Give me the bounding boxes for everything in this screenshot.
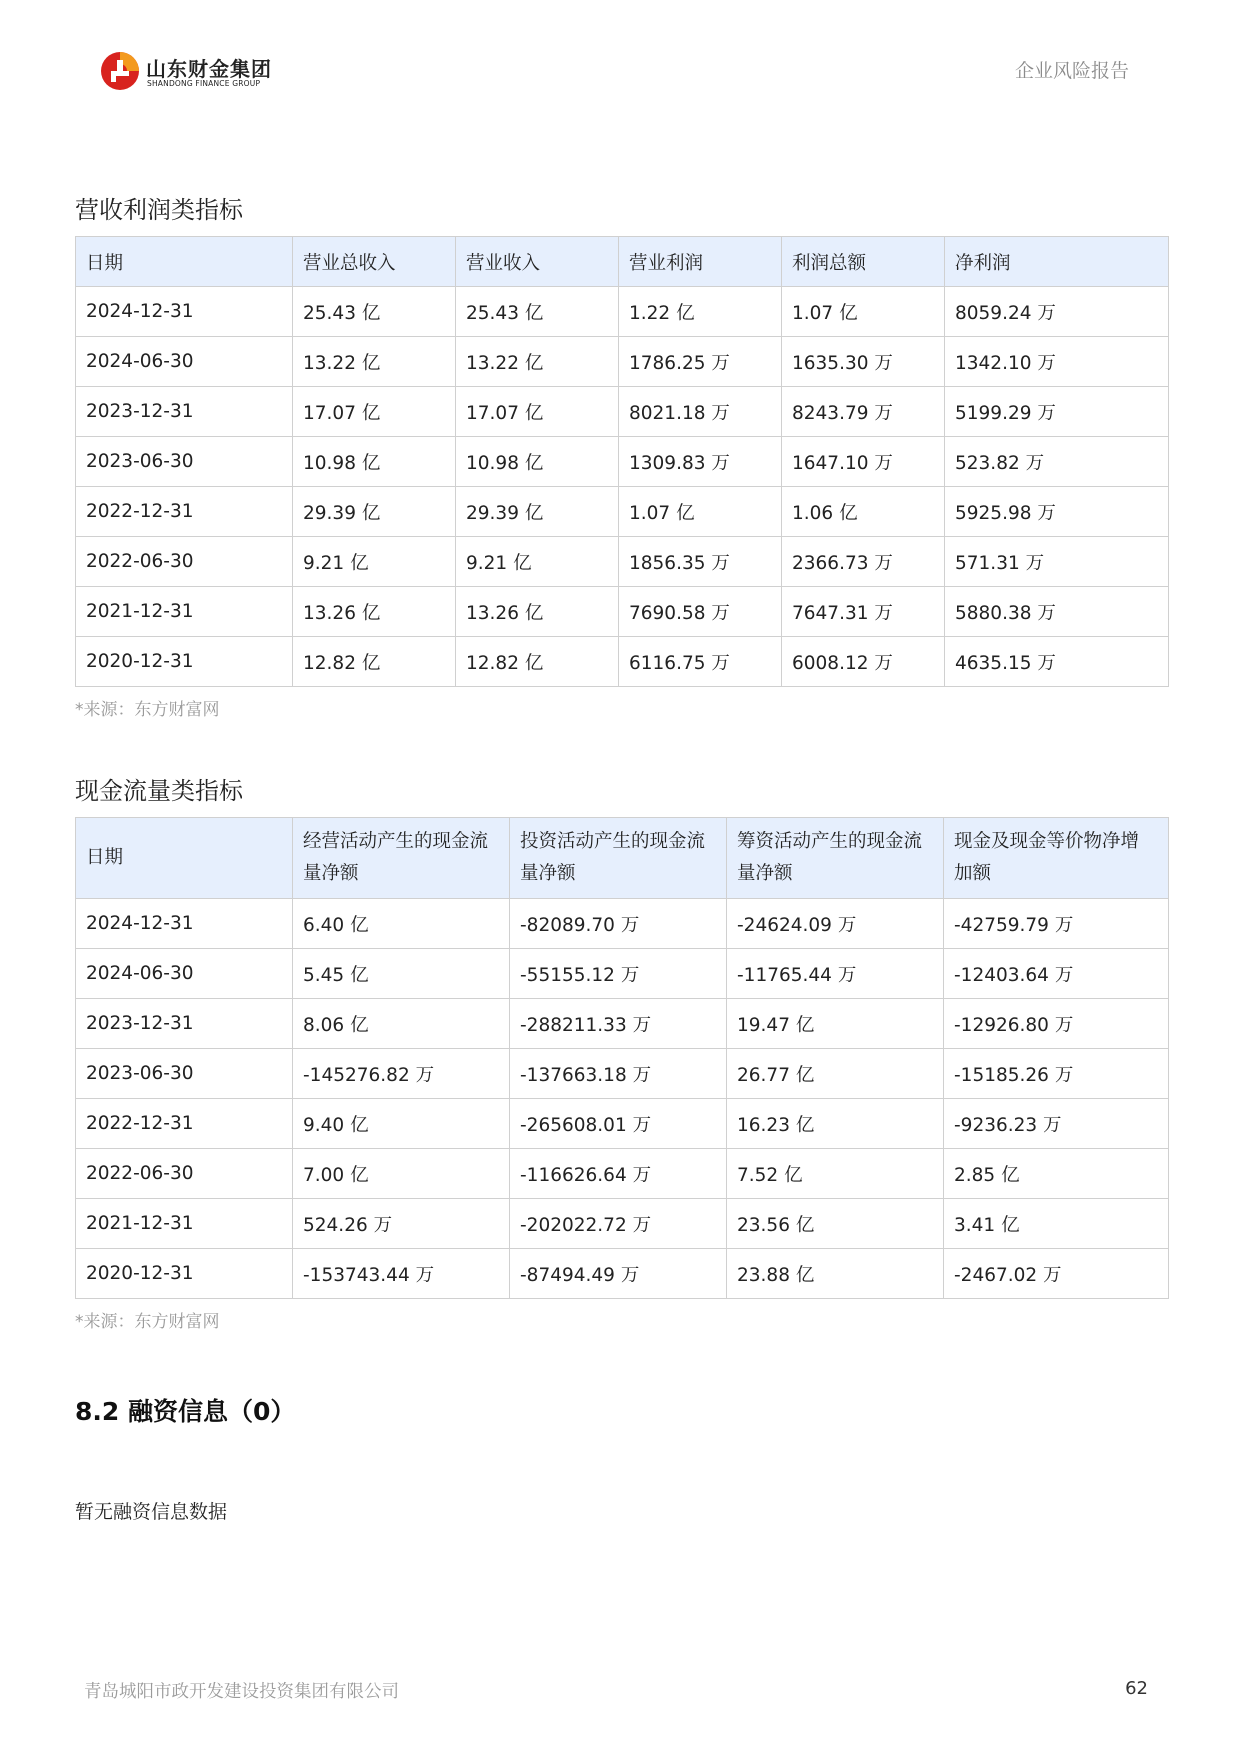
date-cell: 2024-06-30 xyxy=(76,949,293,999)
table-row xyxy=(76,1099,1169,1149)
value-cell: -12403.64 万 xyxy=(944,949,1169,999)
financing-heading: 8.2 融资信息（0） xyxy=(75,1397,296,1426)
value-cell: 4635.15 万 xyxy=(945,637,1169,687)
table-row xyxy=(76,387,1169,437)
profit-source-note: *来源：东方财富网 xyxy=(75,700,220,720)
table-row xyxy=(76,637,1169,687)
value-cell: 6008.12 万 xyxy=(782,637,945,687)
value-cell: -42759.79 万 xyxy=(944,899,1169,949)
page-number: 62 xyxy=(1125,1678,1148,1699)
value-cell: 523.82 万 xyxy=(945,437,1169,487)
value-cell: 1.22 亿 xyxy=(619,287,782,337)
value-cell: 12.82 亿 xyxy=(293,637,456,687)
date-cell: 2021-12-31 xyxy=(76,587,293,637)
value-cell: 5.45 亿 xyxy=(293,949,510,999)
column-header-text: 投资活动产生的现金流 xyxy=(520,831,706,852)
value-cell: 1786.25 万 xyxy=(619,337,782,387)
column-header-text: 经营活动产生的现金流 xyxy=(303,831,489,852)
value-cell: 6116.75 万 xyxy=(619,637,782,687)
column-header-text: 日期 xyxy=(86,252,124,274)
column-header-text: 日期 xyxy=(86,847,124,868)
column-header-text: 利润总额 xyxy=(792,252,867,274)
value-cell: 571.31 万 xyxy=(945,537,1169,587)
table-row xyxy=(76,537,1169,587)
value-cell: 23.88 亿 xyxy=(727,1249,944,1299)
value-cell: -11765.44 万 xyxy=(727,949,944,999)
value-cell: 9.40 亿 xyxy=(293,1099,510,1149)
value-cell: 12.82 亿 xyxy=(456,637,619,687)
profit-section-title: 营收利润类指标 xyxy=(75,196,243,224)
value-cell: 19.47 亿 xyxy=(727,999,944,1049)
table-row xyxy=(76,437,1169,487)
value-cell: 16.23 亿 xyxy=(727,1099,944,1149)
value-cell: 8059.24 万 xyxy=(945,287,1169,337)
value-cell: 13.22 亿 xyxy=(293,337,456,387)
value-cell: -153743.44 万 xyxy=(293,1249,510,1299)
column-header xyxy=(76,237,293,287)
table-row xyxy=(76,1249,1169,1299)
column-header-text: 加额 xyxy=(954,863,992,884)
logo-emblem-icon xyxy=(100,51,140,91)
value-cell: 10.98 亿 xyxy=(293,437,456,487)
value-cell: 25.43 亿 xyxy=(293,287,456,337)
value-cell: 1.07 亿 xyxy=(782,287,945,337)
value-cell: -15185.26 万 xyxy=(944,1049,1169,1099)
value-cell: -137663.18 万 xyxy=(510,1049,727,1099)
value-cell: 5199.29 万 xyxy=(945,387,1169,437)
table-row xyxy=(76,949,1169,999)
value-cell: 2366.73 万 xyxy=(782,537,945,587)
value-cell: -202022.72 万 xyxy=(510,1199,727,1249)
value-cell: -2467.02 万 xyxy=(944,1249,1169,1299)
value-cell: -9236.23 万 xyxy=(944,1099,1169,1149)
date-cell: 2021-12-31 xyxy=(76,1199,293,1249)
value-cell: 1.07 亿 xyxy=(619,487,782,537)
column-header-text: 筹资活动产生的现金流 xyxy=(737,831,923,852)
value-cell: 8021.18 万 xyxy=(619,387,782,437)
value-cell: 1342.10 万 xyxy=(945,337,1169,387)
column-header-text: 营业收入 xyxy=(466,252,541,274)
value-cell: 5880.38 万 xyxy=(945,587,1169,637)
value-cell: 29.39 亿 xyxy=(293,487,456,537)
value-cell: 1647.10 万 xyxy=(782,437,945,487)
value-cell: 6.40 亿 xyxy=(293,899,510,949)
value-cell: -82089.70 万 xyxy=(510,899,727,949)
date-cell: 2024-12-31 xyxy=(76,899,293,949)
report-type-label: 企业风险报告 xyxy=(1014,60,1129,82)
footer-company-name: 青岛城阳市政开发建设投资集团有限公司 xyxy=(84,1682,399,1702)
value-cell: 7690.58 万 xyxy=(619,587,782,637)
value-cell: 8243.79 万 xyxy=(782,387,945,437)
value-cell: -288211.33 万 xyxy=(510,999,727,1049)
date-cell: 2023-06-30 xyxy=(76,1049,293,1099)
column-header xyxy=(456,237,619,287)
column-header-text: 量净额 xyxy=(520,863,576,884)
table-row xyxy=(76,1049,1169,1099)
date-cell: 2020-12-31 xyxy=(76,637,293,687)
value-cell: 17.07 亿 xyxy=(456,387,619,437)
value-cell: 7647.31 万 xyxy=(782,587,945,637)
column-header xyxy=(293,818,510,899)
table-row xyxy=(76,1199,1169,1249)
table-row xyxy=(76,587,1169,637)
value-cell: 25.43 亿 xyxy=(456,287,619,337)
value-cell: 10.98 亿 xyxy=(456,437,619,487)
value-cell: 1.06 亿 xyxy=(782,487,945,537)
value-cell: 7.00 亿 xyxy=(293,1149,510,1199)
value-cell: 524.26 万 xyxy=(293,1199,510,1249)
column-header xyxy=(76,818,293,899)
logo-en-text: SHANDONG FINANCE GROUP xyxy=(147,79,261,88)
value-cell: 1309.83 万 xyxy=(619,437,782,487)
date-cell: 2023-06-30 xyxy=(76,437,293,487)
value-cell: -87494.49 万 xyxy=(510,1249,727,1299)
value-cell: 13.22 亿 xyxy=(456,337,619,387)
value-cell: -265608.01 万 xyxy=(510,1099,727,1149)
value-cell: 3.41 亿 xyxy=(944,1199,1169,1249)
value-cell: 9.21 亿 xyxy=(456,537,619,587)
date-cell: 2023-12-31 xyxy=(76,387,293,437)
value-cell: 13.26 亿 xyxy=(293,587,456,637)
date-cell: 2022-06-30 xyxy=(76,1149,293,1199)
date-cell: 2020-12-31 xyxy=(76,1249,293,1299)
column-header xyxy=(619,237,782,287)
column-header-text: 现金及现金等价物净增 xyxy=(954,831,1140,852)
cashflow-section-title: 现金流量类指标 xyxy=(75,777,243,805)
column-header xyxy=(945,237,1169,287)
financing-empty-text: 暂无融资信息数据 xyxy=(75,1501,228,1523)
value-cell: 5925.98 万 xyxy=(945,487,1169,537)
value-cell: 2.85 亿 xyxy=(944,1149,1169,1199)
cashflow-source-note: *来源：东方财富网 xyxy=(75,1312,220,1332)
column-header xyxy=(510,818,727,899)
cashflow-table xyxy=(75,817,1169,1299)
table-row xyxy=(76,337,1169,387)
column-header xyxy=(293,237,456,287)
column-header-text: 量净额 xyxy=(737,863,793,884)
column-header-text: 营业利润 xyxy=(629,252,704,274)
table-row xyxy=(76,899,1169,949)
column-header-text: 量净额 xyxy=(303,863,359,884)
value-cell: 23.56 亿 xyxy=(727,1199,944,1249)
value-cell: 29.39 亿 xyxy=(456,487,619,537)
value-cell: -55155.12 万 xyxy=(510,949,727,999)
value-cell: 1856.35 万 xyxy=(619,537,782,587)
date-cell: 2022-12-31 xyxy=(76,487,293,537)
table-row xyxy=(76,487,1169,537)
value-cell: 13.26 亿 xyxy=(456,587,619,637)
value-cell: 8.06 亿 xyxy=(293,999,510,1049)
value-cell: -12926.80 万 xyxy=(944,999,1169,1049)
table-header-row xyxy=(76,237,1169,287)
column-header xyxy=(782,237,945,287)
date-cell: 2022-12-31 xyxy=(76,1099,293,1149)
value-cell: 7.52 亿 xyxy=(727,1149,944,1199)
table-row xyxy=(76,287,1169,337)
value-cell: -116626.64 万 xyxy=(510,1149,727,1199)
value-cell: -24624.09 万 xyxy=(727,899,944,949)
column-header-text: 净利润 xyxy=(955,252,1011,274)
column-header xyxy=(944,818,1169,899)
value-cell: 17.07 亿 xyxy=(293,387,456,437)
date-cell: 2023-12-31 xyxy=(76,999,293,1049)
value-cell: 9.21 亿 xyxy=(293,537,456,587)
value-cell: 1635.30 万 xyxy=(782,337,945,387)
table-row xyxy=(76,1149,1169,1199)
table-header-row xyxy=(76,818,1169,899)
value-cell: 26.77 亿 xyxy=(727,1049,944,1099)
date-cell: 2024-06-30 xyxy=(76,337,293,387)
profit-table xyxy=(75,236,1169,687)
logo-cn-text: 山东财金集团 xyxy=(146,57,272,81)
column-header xyxy=(727,818,944,899)
date-cell: 2022-06-30 xyxy=(76,537,293,587)
company-logo xyxy=(100,51,280,95)
date-cell: 2024-12-31 xyxy=(76,287,293,337)
value-cell: -145276.82 万 xyxy=(293,1049,510,1099)
table-row xyxy=(76,999,1169,1049)
column-header-text: 营业总收入 xyxy=(303,252,396,274)
